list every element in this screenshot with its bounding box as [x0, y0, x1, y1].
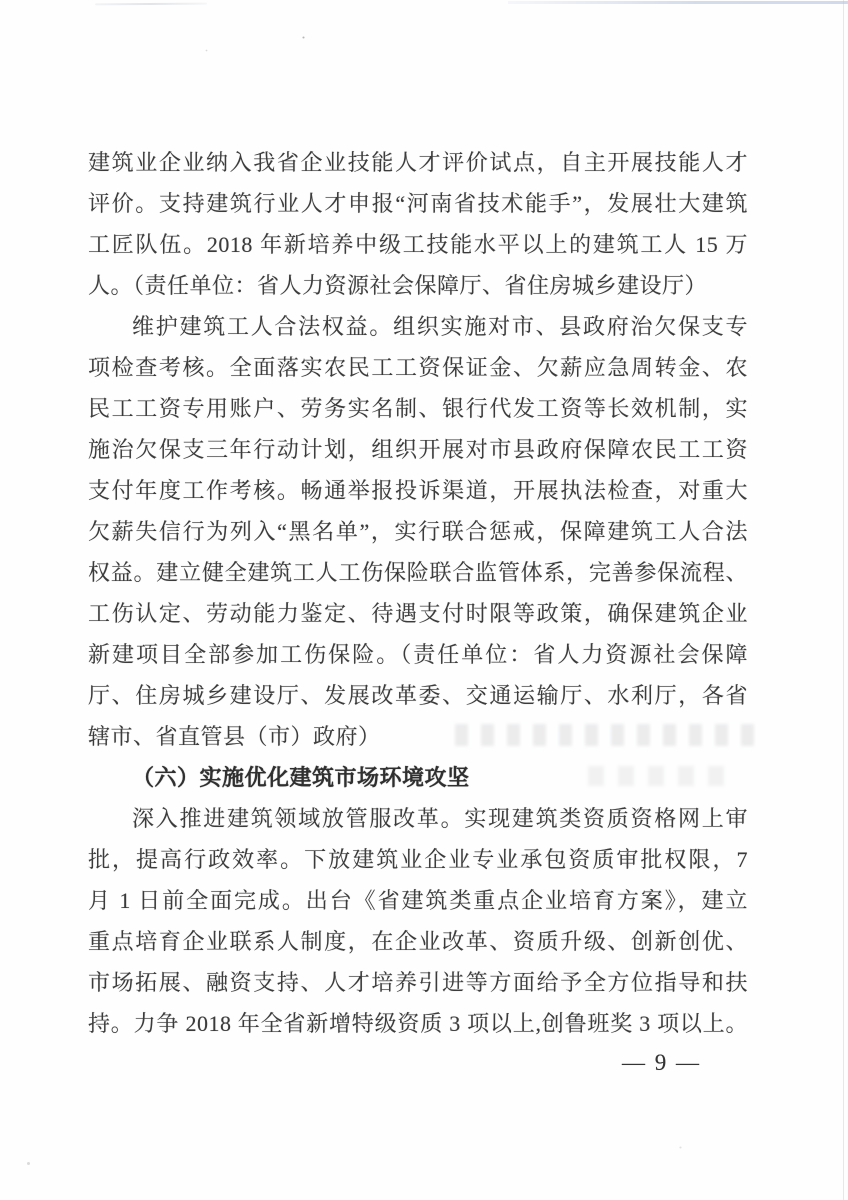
text-line: 民工工资专用账户、劳务实名制、银行代发工资等长效机制，实 [88, 396, 748, 421]
text-line: 持。力争 2018 年全省新增特级资质 3 项以上,创鲁班奖 3 项以上。 [88, 1011, 748, 1036]
text-line: 辖市、省直管县（市）政府） [88, 724, 381, 749]
text-line: 工伤认定、劳动能力鉴定、待遇支付时限等政策，确保建筑企业 [88, 601, 748, 626]
text-block [88, 142, 748, 1044]
text-line: 建筑业企业纳入我省企业技能人才评价试点，自主开展技能人才 [88, 150, 748, 175]
text-line: 工匠队伍。2018 年新培养中级工技能水平以上的建筑工人 15 万 [88, 232, 748, 257]
text-line: 欠薪失信行为列入“黑名单”，实行联合惩戒，保障建筑工人合法 [88, 519, 748, 544]
text-line: 新建项目全部参加工伤保险。（责任单位：省人力资源社会保障 [88, 642, 748, 667]
text-line: 重点培育企业联系人制度，在企业改革、资质升级、创新创优、 [88, 929, 748, 954]
section-heading [88, 757, 748, 798]
text-line: 项检查考核。全面落实农民工工资保证金、欠薪应急周转金、农 [88, 355, 748, 380]
paragraph [88, 142, 748, 306]
text-line: 施治欠保支三年行动计划，组织开展对市县政府保障农民工工资 [88, 437, 748, 462]
text-line: 批，提高行政效率。下放建筑业企业专业承包资质审批权限，7 [88, 847, 748, 872]
text-line: 支付年度工作考核。畅通举报投诉渠道，开展执法检查，对重大 [88, 478, 748, 503]
text-line: 维护建筑工人合法权益。组织实施对市、县政府治欠保支专 [132, 314, 748, 339]
scan-streak-left [95, 3, 207, 6]
scan-speck [206, 50, 208, 52]
text-line: 月 1 日前全面完成。出台《省建筑类重点企业培育方案》，建立 [88, 888, 748, 913]
text-line: 评价。支持建筑行业人才申报“河南省技术能手”，发展壮大建筑 [88, 191, 748, 216]
scan-speck [302, 36, 304, 38]
scan-speck [27, 1162, 30, 1165]
text-line: 厅、住房城乡建设厅、发展改革委、交通运输厅、水利厅，各省 [88, 683, 748, 708]
scan-edge-line [843, 0, 844, 1200]
text-line: 人。（责任单位：省人力资源社会保障厅、省住房城乡建设厅） [88, 273, 708, 298]
text-line: 深入推进建筑领域放管服改革。实现建筑类资质资格网上审 [132, 806, 748, 831]
paragraph [88, 798, 748, 1044]
paragraph [88, 306, 748, 757]
text-line: 权益。建立健全建筑工人工伤保险联合监管体系，完善参保流程、 [88, 560, 748, 585]
text-line: 市场拓展、融资支持、人才培养引进等方面给予全方位指导和扶 [88, 970, 748, 995]
page-number: — 9 — [622, 1050, 701, 1075]
text-line: （六）实施优化建筑市场环境攻坚 [132, 765, 470, 790]
scan-speck [679, 1146, 681, 1148]
scan-streak-right [508, 1, 848, 4]
